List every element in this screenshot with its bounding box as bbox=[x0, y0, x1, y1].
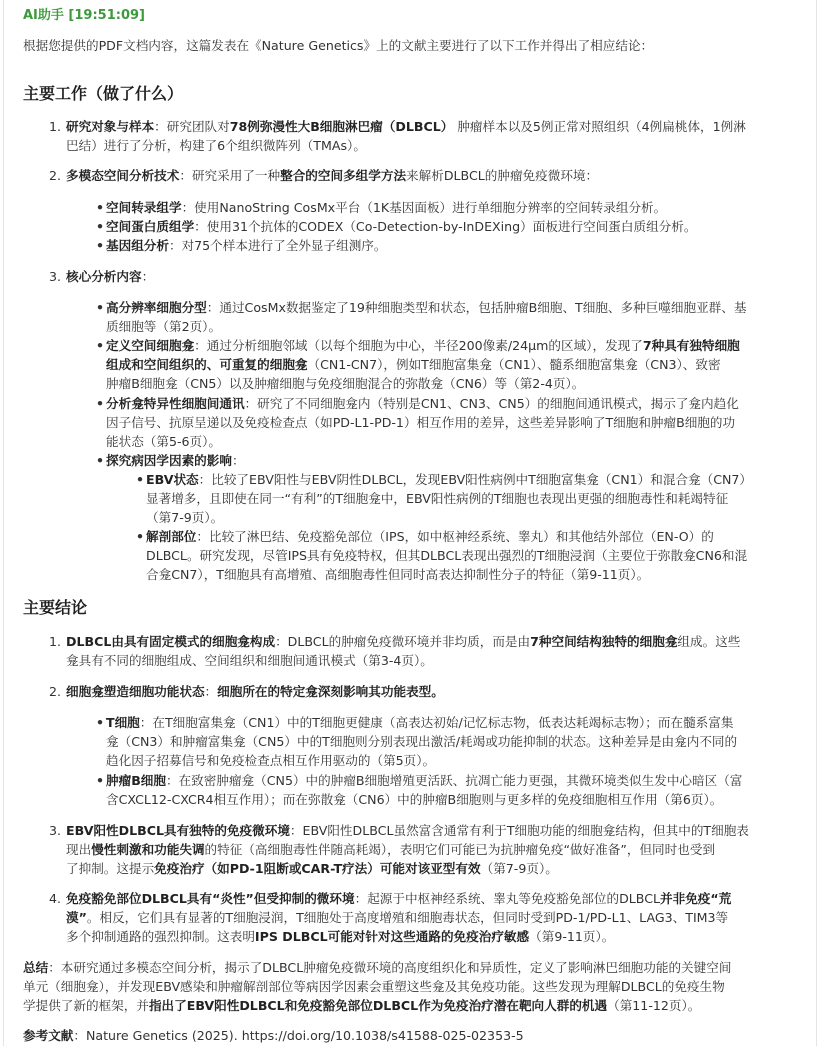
text: ：起源于中枢神经系统、睾丸等免疫豁免部位的DLBCL bbox=[354, 891, 661, 906]
bullet-icon: • bbox=[96, 300, 105, 315]
bullet-icon: • bbox=[96, 453, 105, 468]
text: 多个抑制通路的强烈抑制。这表明 bbox=[66, 929, 255, 945]
list-number: 1. bbox=[48, 634, 61, 649]
conclusion-4-line bbox=[66, 927, 614, 947]
text: 质细胞等（第2页）。 bbox=[106, 319, 222, 335]
bold-text: 肿瘤B细胞 bbox=[106, 773, 166, 788]
text: ：通过分析细胞邻域（以每个细胞为中心，半径200像素/24μm的区域），发现了 bbox=[194, 338, 643, 353]
list-number: 2. bbox=[48, 684, 61, 699]
text: （第11-12页）。 bbox=[607, 998, 701, 1014]
work-item-3-subbullet bbox=[146, 565, 649, 585]
list-number: 2. bbox=[48, 168, 61, 183]
bullet-icon: • bbox=[96, 715, 105, 730]
text: ： bbox=[231, 453, 245, 468]
text: 来解析DLBCL的肿瘤免疫微环境： bbox=[406, 168, 599, 183]
work-item-3-bullet bbox=[106, 374, 584, 394]
work-item-3-subbullet bbox=[146, 489, 728, 509]
bold-text: 研究对象与样本 bbox=[66, 119, 155, 134]
message-header: AI助手 [19:51:09] bbox=[23, 8, 145, 23]
text: 趋化因子招募信号和免疫检查点相互作用驱动的（第5页）。 bbox=[106, 753, 436, 769]
bold-text: 细胞龛塑造细胞功能状态 bbox=[66, 684, 205, 699]
bullet-icon: • bbox=[136, 472, 145, 487]
bold-text: 免疫豁免部位DLBCL具有“炎性”但受抑制的微环境 bbox=[66, 891, 355, 906]
text: ：通过CosMx数据鉴定了19种细胞类型和状态，包括肿瘤B细胞、T细胞、多种巨噬细胞亚群、基 bbox=[206, 300, 747, 315]
work-item-2-bullet bbox=[106, 236, 387, 256]
conclusion-2-bullet bbox=[106, 790, 722, 810]
bold-text: 高分辨率细胞分型 bbox=[106, 300, 207, 315]
bold-text: 并非免疫“荒 bbox=[660, 891, 732, 906]
text: ：在致密肿瘤龛（CN5）中的肿瘤B细胞增殖更活跃、抗凋亡能力更强，其微环境类似生发中心暗区（富 bbox=[165, 773, 743, 788]
bold-text: IPS DLBCL可能对针对这些通路的免疫治疗敏感 bbox=[254, 929, 530, 945]
bold-text: 解剖部位 bbox=[146, 529, 197, 544]
summary-line bbox=[23, 977, 725, 997]
bold-text: 78例弥漫性大B细胞淋巴瘤（DLBCL） bbox=[229, 119, 454, 134]
bullet-icon: • bbox=[96, 238, 105, 253]
text: 现出 bbox=[66, 842, 92, 858]
bold-text: 探究病因学因素的影响 bbox=[106, 453, 232, 468]
bold-text: T细胞 bbox=[106, 715, 140, 730]
bold-text: EBV状态 bbox=[146, 472, 199, 487]
work-item-3-line bbox=[66, 267, 154, 287]
section-heading-work: 主要工作（做了什么） bbox=[23, 84, 184, 103]
bold-text: 多模态空间分析技术 bbox=[66, 168, 180, 183]
summary-line bbox=[23, 996, 700, 1016]
reference-text bbox=[23, 1026, 524, 1046]
work-item-3-bullet bbox=[106, 355, 721, 375]
text: 组成。这些 bbox=[677, 634, 741, 649]
text: DLBCL。研究发现，尽管IPS具有免疫特权，但其DLBCL表现出强烈的T细胞浸润（主要位于弥散龛CN6和混 bbox=[146, 548, 748, 564]
text: 显著增多，且即使在同一“有利”的T细胞龛中，EBV阳性病例的T细胞也表现出更强的细胞毒性和耗竭特征 bbox=[146, 491, 729, 507]
text: ：本研究通过多模态空间分析，揭示了DLBCL肿瘤免疫微环境的高度组织化和异质性，定义了影响淋巴细胞功能的关键空间 bbox=[48, 960, 732, 975]
text: 肿瘤样本以及5例正常对照组织（4例扁桃体，1例淋 bbox=[453, 119, 746, 134]
text: 龛（CN3）和肿瘤富集龛（CN5）中的T细胞则分别表现出激活/耗竭或功能抑制的状态。这种差异是由龛内不同的 bbox=[106, 734, 738, 750]
list-number: 1. bbox=[48, 119, 61, 134]
conclusion-4-line bbox=[66, 889, 731, 909]
work-item-3-bullet bbox=[106, 317, 221, 337]
summary-line bbox=[23, 958, 731, 978]
text: 。相反，它们具有显著的T细胞浸润，T细胞处于高度增殖和细胞毒状态，但同时受到PD-1/PD-L1、LAG3、TIM3等 bbox=[86, 910, 729, 926]
work-item-1-line bbox=[66, 136, 366, 156]
text: ：研究了不同细胞龛内（特别是CN1、CN3、CN5）的细胞间通讯模式，揭示了龛内趋化 bbox=[244, 396, 739, 411]
text: ：DLBCL的肿瘤免疫微环境并非均质，而是由 bbox=[275, 634, 531, 649]
text: 含CXCL12-CXCR4相互作用）；而在弥散龛（CN6）中的肿瘤B细胞则与更多样的免疫细胞相互作用（第6页）。 bbox=[106, 792, 723, 808]
text: 能状态（第5-6页）。 bbox=[106, 434, 222, 450]
bold-text: 空间蛋白质组学 bbox=[106, 219, 195, 234]
conclusion-4-line bbox=[66, 908, 728, 928]
section-heading-conclusions: 主要结论 bbox=[23, 598, 88, 617]
bold-text: 7种空间结构独特的细胞龛 bbox=[530, 634, 678, 649]
text: 因子信号、抗原呈递以及免疫检查点（如PD-L1-PD-1）相互作用的差异，这些差异影响了T细胞和肿瘤B细胞的功 bbox=[106, 415, 736, 431]
work-item-2-bullet bbox=[106, 217, 696, 237]
conclusion-1-line bbox=[66, 651, 433, 671]
bullet-icon: • bbox=[96, 219, 105, 234]
conclusion-3-line bbox=[66, 859, 558, 879]
bold-text: EBV阳性DLBCL具有独特的免疫微环境 bbox=[66, 823, 290, 838]
work-item-3-bullet bbox=[106, 432, 221, 452]
work-item-3-bullet bbox=[106, 394, 739, 414]
text: ：对75个样本进行了全外显子组测序。 bbox=[168, 238, 387, 253]
text: 的特征（高细胞毒性伴随高耗竭），表明它们可能已为抗肿瘤免疫“做好准备”，但同时也受到 bbox=[204, 842, 716, 858]
work-item-3-bullet bbox=[106, 298, 746, 318]
conclusion-2-bullet bbox=[106, 713, 733, 733]
conclusion-2-bullet bbox=[106, 751, 435, 771]
conclusion-1-line bbox=[66, 632, 740, 652]
bold-text: 漠” bbox=[66, 910, 87, 926]
text: ：Nature Genetics (2025). https://doi.org/10.1038/s41588-025-02353-5 bbox=[73, 1028, 524, 1043]
bold-text: 组成和空间组织的、可重复的细胞龛 bbox=[106, 357, 308, 373]
text: 合龛CN7），T细胞具有高增殖、高细胞毒性但同时高表达抑制性分子的特征（第9-11页）。 bbox=[146, 567, 650, 583]
bullet-icon: • bbox=[96, 200, 105, 215]
text: ：使用NanoString CosMx平台（1K基因面板）进行单细胞分辨率的空间转录组分析。 bbox=[181, 200, 667, 215]
bold-text: 指出了EBV阳性DLBCL和免疫豁免部位DLBCL作为免疫治疗潜在靶向人群的机遇 bbox=[148, 998, 608, 1014]
bold-text: DLBCL由具有固定模式的细胞龛构成 bbox=[66, 634, 276, 649]
bold-text: 免疫治疗（如PD-1阻断或CAR-T疗法）可能对该亚型有效 bbox=[154, 861, 481, 877]
text: 巴结）进行了分析，构建了6个组织微阵列（TMAs）。 bbox=[66, 138, 366, 154]
text: ：EBV阳性DLBCL虽然富含通常有利于T细胞功能的细胞龛结构，但其中的T细胞表 bbox=[289, 823, 749, 838]
conclusion-2-bullet bbox=[106, 732, 737, 752]
bold-text: 7种具有独特细胞 bbox=[642, 338, 740, 353]
bullet-icon: • bbox=[96, 396, 105, 411]
text: ：比较了EBV阳性与EBV阴性DLBCL，发现EBV阳性病例中T细胞富集龛（CN1）和混合龛（CN7） bbox=[198, 472, 753, 487]
work-item-3-bullet bbox=[106, 451, 245, 471]
text: （第7-9页）。 bbox=[480, 861, 558, 877]
bold-text: 整合的空间多组学方法 bbox=[280, 168, 407, 183]
bold-text: 参考文献 bbox=[23, 1028, 74, 1043]
bold-text: 空间转录组学 bbox=[106, 200, 182, 215]
bold-text: 总结 bbox=[23, 960, 49, 975]
bold-text: 细胞所在的特定龛深刻影响其功能表型。 bbox=[217, 684, 444, 699]
chat-message-panel bbox=[3, 0, 817, 1046]
bold-text: 核心分析内容 bbox=[66, 269, 142, 284]
bullet-icon: • bbox=[136, 529, 145, 544]
work-item-3-subbullet bbox=[146, 470, 752, 490]
bold-text: 分析龛特异性细胞间通讯 bbox=[106, 396, 245, 411]
text: ：研究团队对 bbox=[154, 119, 230, 134]
work-item-2-bullet bbox=[106, 198, 666, 218]
text: ：使用31个抗体的CODEX（Co-Detection-by-InDEXing）面板进行空间蛋白质组分析。 bbox=[194, 219, 697, 234]
text: （第7-9页）。 bbox=[146, 510, 224, 526]
list-number: 3. bbox=[48, 269, 61, 284]
work-item-3-subbullet bbox=[146, 546, 747, 566]
list-number: 3. bbox=[48, 823, 61, 838]
bullet-icon: • bbox=[96, 773, 105, 788]
work-item-3-subbullet bbox=[146, 508, 223, 528]
work-item-3-subbullet bbox=[146, 527, 714, 547]
text: 龛具有不同的细胞组成、空间组织和细胞间通讯模式（第3-4页）。 bbox=[66, 653, 433, 669]
text: ： bbox=[204, 684, 218, 699]
text: ：比较了淋巴结、免疫豁免部位（IPS，如中枢神经系统、睾丸）和其他结外部位（EN-O）的 bbox=[196, 529, 714, 544]
work-item-1-line bbox=[66, 117, 746, 137]
bold-text: 定义空间细胞龛 bbox=[106, 338, 195, 353]
bold-text: 慢性刺激和功能失调 bbox=[91, 842, 205, 858]
text: 学提供了新的框架，并 bbox=[23, 998, 149, 1014]
conclusion-2-line bbox=[66, 682, 444, 702]
bold-text: 基因组分析 bbox=[106, 238, 169, 253]
conclusion-3-line bbox=[66, 840, 715, 860]
conclusion-2-bullet bbox=[106, 771, 742, 791]
text: 了抑制。这提示 bbox=[66, 861, 155, 877]
text: （CN1-CN7），例如T细胞富集龛（CN1）、髓系细胞富集龛（CN3）、致密 bbox=[307, 357, 721, 373]
work-item-3-bullet bbox=[106, 413, 735, 433]
conclusion-3-line bbox=[66, 821, 749, 841]
bullet-icon: • bbox=[96, 338, 105, 353]
text: ：研究采用了一种 bbox=[179, 168, 281, 183]
intro-text: 根据您提供的PDF文档内容，这篇发表在《Nature Genetics》上的文献主要进行了以下工作并得出了相应结论： bbox=[23, 38, 654, 53]
text: ： bbox=[141, 269, 155, 284]
text: ：在T细胞富集龛（CN1）中的T细胞更健康（高表达初始/记忆标志物，低表达耗竭标志物）；而在髓系富集 bbox=[139, 715, 734, 730]
text: 肿瘤B细胞龛（CN5）以及肿瘤细胞与免疫细胞混合的弥散龛（CN6）等（第2-4页）。 bbox=[106, 376, 585, 392]
text: （第9-11页）。 bbox=[529, 929, 615, 945]
list-number: 4. bbox=[48, 891, 61, 906]
work-item-3-bullet bbox=[106, 336, 740, 356]
text: 单元（细胞龛），并发现EBV感染和肿瘤解剖部位等病因学因素会重塑这些龛及其免疫功能。这些发现为理解DLBCL的免疫生物 bbox=[23, 979, 725, 995]
work-item-2-line bbox=[66, 166, 598, 186]
